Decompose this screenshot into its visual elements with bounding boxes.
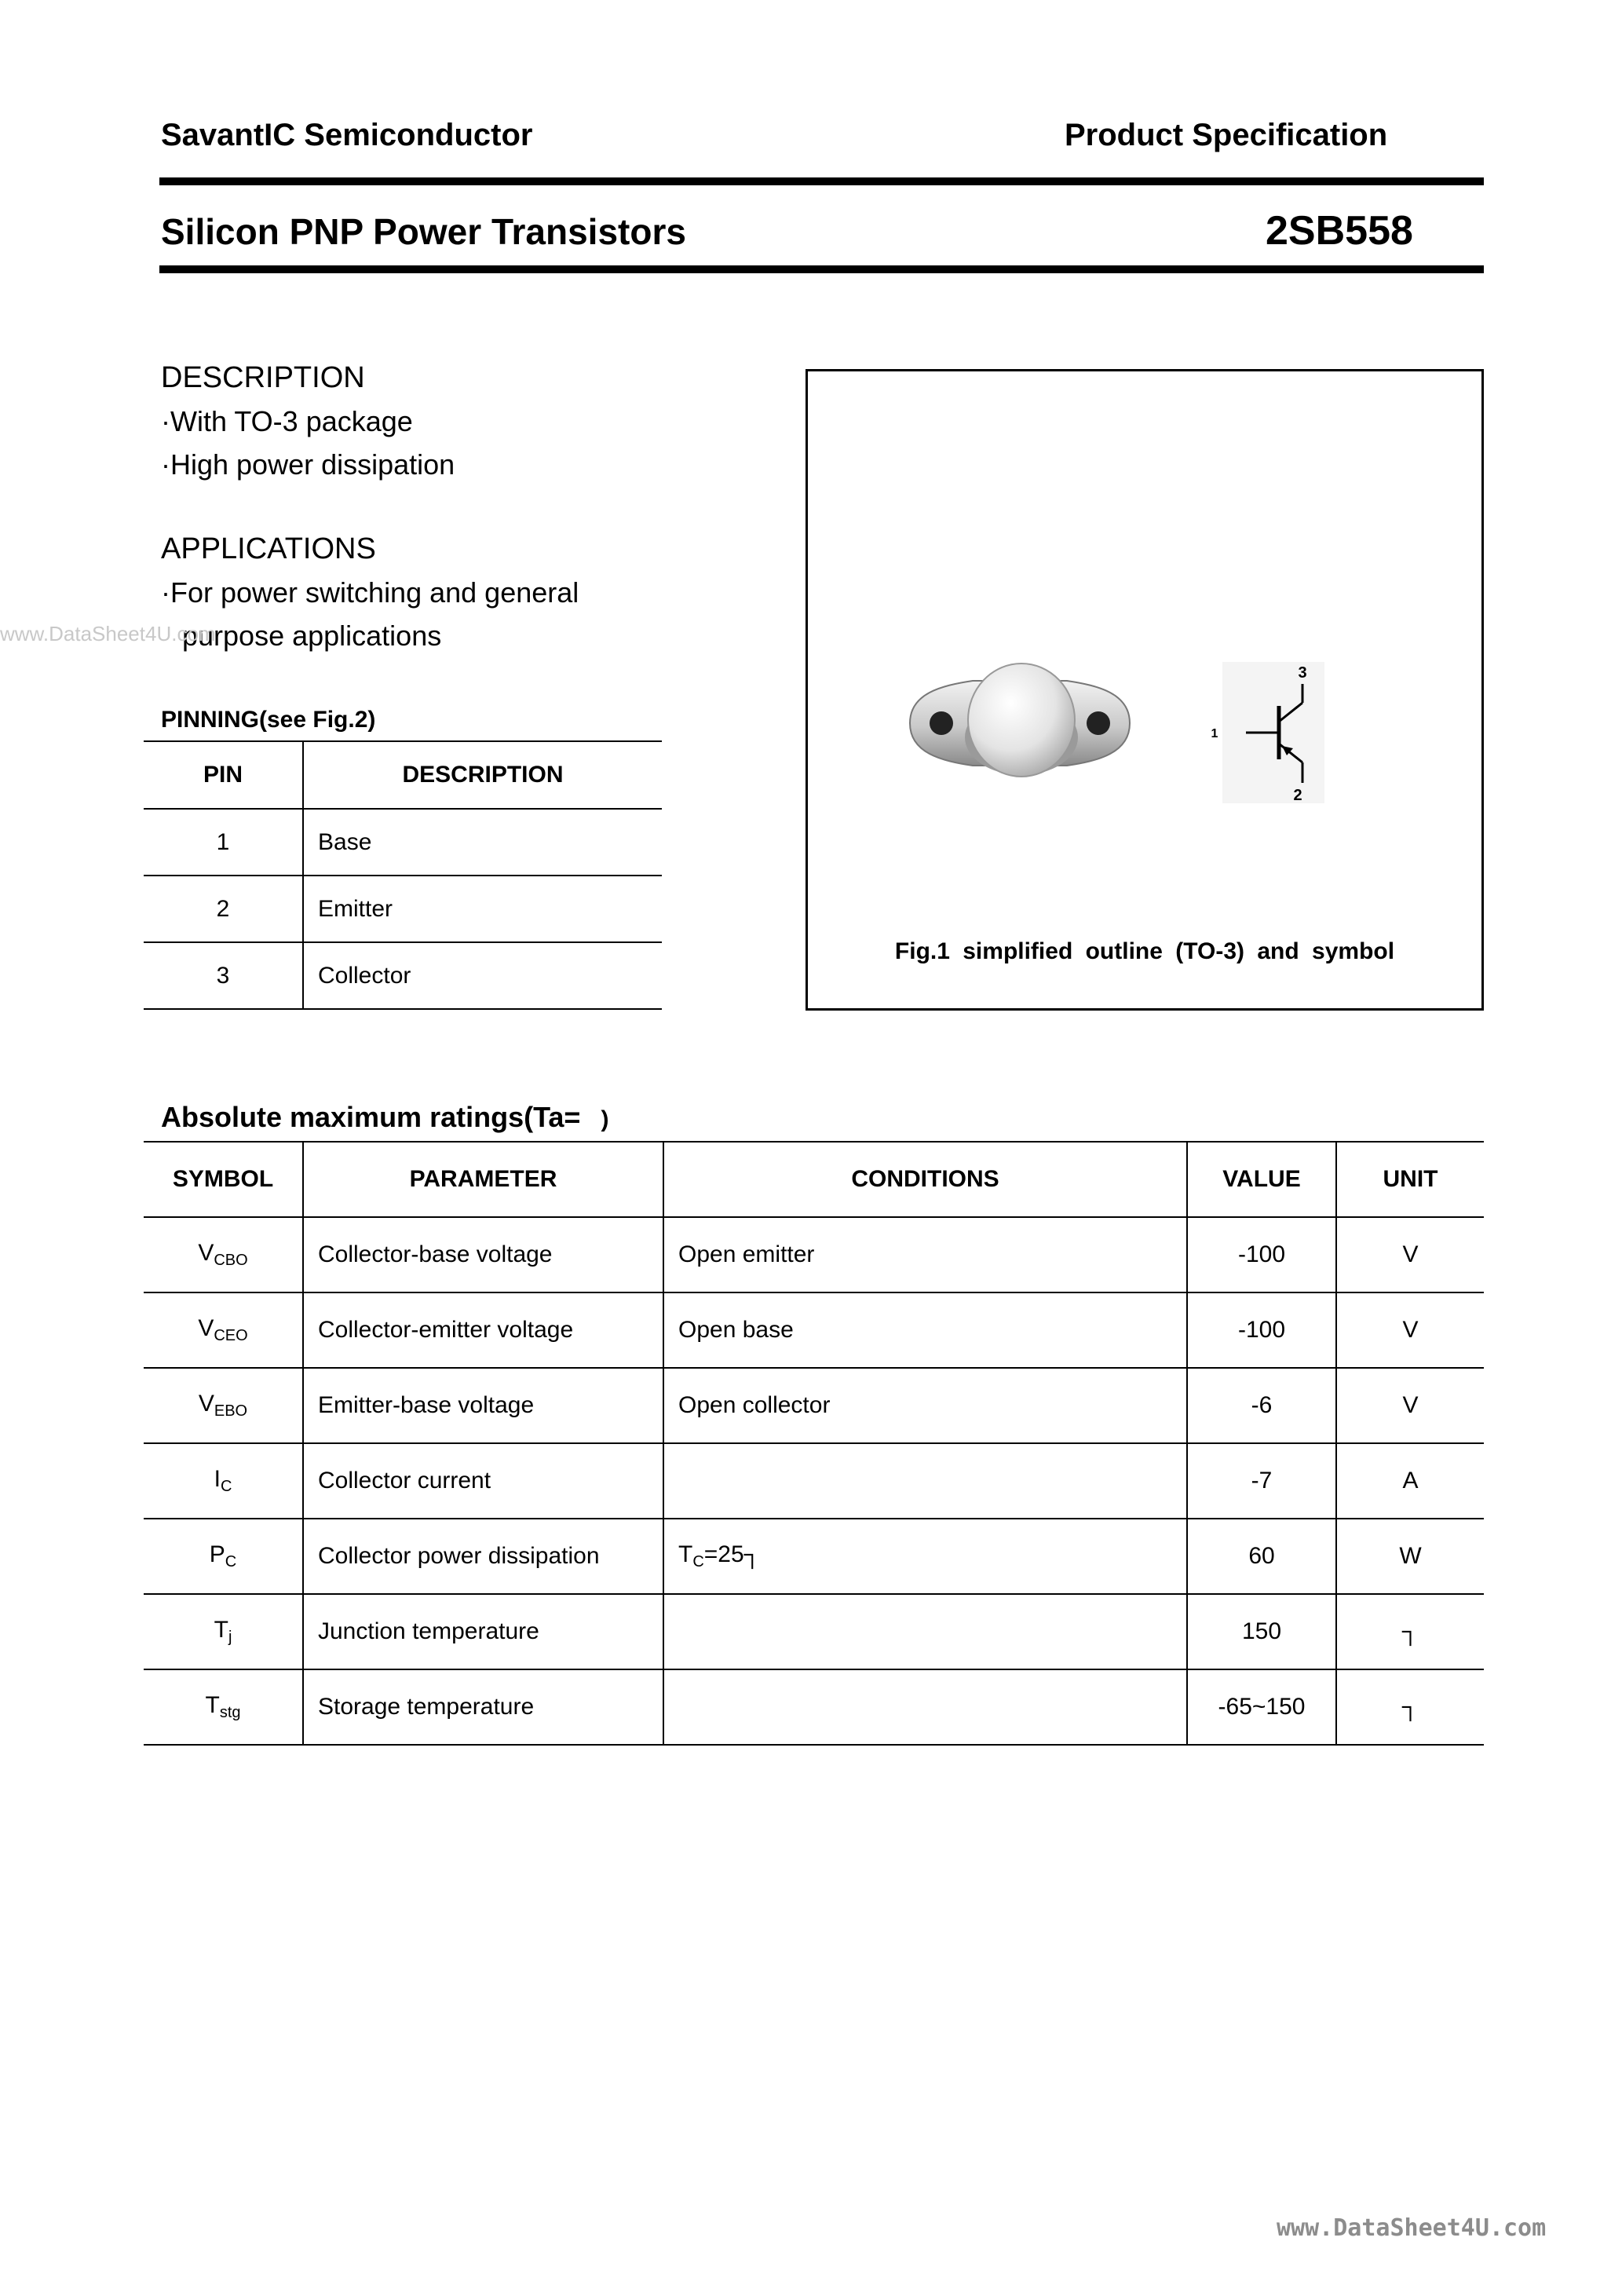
footer-watermark: www.DataSheet4U.com xyxy=(1277,2214,1547,2242)
to3-package-image xyxy=(886,645,1153,802)
pinning-title: PINNING(see Fig.2) xyxy=(161,707,376,733)
value-cell: -100 xyxy=(1187,1292,1336,1368)
conditions-header: CONDITIONS xyxy=(663,1142,1187,1217)
product-family: Silicon PNP Power Transistors xyxy=(161,211,686,252)
value-cell: 150 xyxy=(1187,1594,1336,1669)
description-bullet-1: ·With TO-3 package xyxy=(161,405,413,437)
table-row xyxy=(144,942,662,1009)
applications-heading: APPLICATIONS xyxy=(161,532,376,565)
parameter-cell: Collector current xyxy=(303,1443,663,1519)
unit-cell: V xyxy=(1336,1292,1484,1368)
table-row xyxy=(144,1669,1484,1745)
pin-description: Base xyxy=(303,809,662,876)
unit-cell: ┐ xyxy=(1336,1669,1484,1745)
unit-cell: ┐ xyxy=(1336,1594,1484,1669)
pin-number: 2 xyxy=(144,876,303,942)
ratings-title-end: ) xyxy=(601,1106,609,1132)
conditions-cell xyxy=(663,1443,1187,1519)
description-header: DESCRIPTION xyxy=(303,741,662,809)
table-row xyxy=(144,1368,1484,1443)
pin-description: Collector xyxy=(303,942,662,1009)
symbol-cell: $T_{stg}$ xyxy=(144,1669,303,1745)
figure-caption: Fig.1 simplified outline (TO-3) and symbol xyxy=(894,938,1395,964)
value-cell: -7 xyxy=(1187,1443,1336,1519)
header-rule-bottom xyxy=(159,265,1484,273)
conditions-cell: Open emitter xyxy=(663,1217,1187,1292)
applications-line-2: purpose applications xyxy=(182,620,442,652)
pnp-transistor-symbol xyxy=(1200,654,1342,811)
conditions-cell xyxy=(663,1594,1187,1669)
pin-number: 1 xyxy=(144,809,303,876)
value-header: VALUE xyxy=(1187,1142,1336,1217)
pin-description: Emitter xyxy=(303,876,662,942)
part-number: 2SB558 xyxy=(1266,208,1413,254)
unit-cell: V xyxy=(1336,1368,1484,1443)
conditions-cell xyxy=(663,1669,1187,1745)
parameter-cell: Collector power dissipation xyxy=(303,1519,663,1594)
ratings-table xyxy=(144,1141,1484,1746)
parameter-header: PARAMETER xyxy=(303,1142,663,1217)
table-row xyxy=(144,1292,1484,1368)
value-cell: -6 xyxy=(1187,1368,1336,1443)
ratings-title xyxy=(161,1101,608,1134)
unit-cell: W xyxy=(1336,1519,1484,1594)
table-row xyxy=(144,876,662,942)
side-watermark: www.DataSheet4U.com xyxy=(0,622,216,645)
value-cell: -100 xyxy=(1187,1217,1336,1292)
unit-cell: A xyxy=(1336,1443,1484,1519)
symbol-cell: $V_{EBO}$ xyxy=(144,1368,303,1443)
symbol-pin-1-label: 1 xyxy=(1211,727,1218,740)
pin-number: 3 xyxy=(144,942,303,1009)
description-heading: DESCRIPTION xyxy=(161,361,365,394)
applications-line-1: ·For power switching and general xyxy=(161,576,579,609)
symbol-pin-2-label: 2 xyxy=(1293,787,1302,804)
symbol-pin-3-label: 3 xyxy=(1298,664,1307,682)
table-row xyxy=(144,1594,1484,1669)
symbol-header: SYMBOL xyxy=(144,1142,303,1217)
parameter-cell: Junction temperature xyxy=(303,1594,663,1669)
value-cell: -65~150 xyxy=(1187,1669,1336,1745)
conditions-cell: Open base xyxy=(663,1292,1187,1368)
pinning-header-row xyxy=(144,741,662,809)
doc-type: Product Specification xyxy=(1065,118,1388,152)
table-row xyxy=(144,1519,1484,1594)
symbol-cell: $I_C$ xyxy=(144,1443,303,1519)
company-name: SavantIC Semiconductor xyxy=(161,118,533,152)
table-row xyxy=(144,809,662,876)
parameter-cell: Collector-emitter voltage xyxy=(303,1292,663,1368)
unit-cell: V xyxy=(1336,1217,1484,1292)
conditions-cell: Open collector xyxy=(663,1368,1187,1443)
ratings-header-row xyxy=(144,1142,1484,1217)
table-row xyxy=(144,1443,1484,1519)
pin-header: PIN xyxy=(144,741,303,809)
header-rule-top xyxy=(159,177,1484,185)
parameter-cell: Emitter-base voltage xyxy=(303,1368,663,1443)
symbol-cell: $T_j$ xyxy=(144,1594,303,1669)
parameter-cell: Collector-base voltage xyxy=(303,1217,663,1292)
symbol-cell: $V_{CBO}$ xyxy=(144,1217,303,1292)
parameter-cell: Storage temperature xyxy=(303,1669,663,1745)
ratings-title-text: Absolute maximum ratings(Ta= xyxy=(161,1101,581,1133)
description-bullet-2: ·High power dissipation xyxy=(161,448,455,481)
symbol-cell: $V_{CEO}$ xyxy=(144,1292,303,1368)
pinning-table xyxy=(144,740,662,1010)
value-cell: 60 xyxy=(1187,1519,1336,1594)
unit-header: UNIT xyxy=(1336,1142,1484,1217)
figure-box xyxy=(806,369,1484,1011)
symbol-cell: $P_C$ xyxy=(144,1519,303,1594)
table-row xyxy=(144,1217,1484,1292)
conditions-cell: $T_C=25┐$ xyxy=(663,1519,1187,1594)
